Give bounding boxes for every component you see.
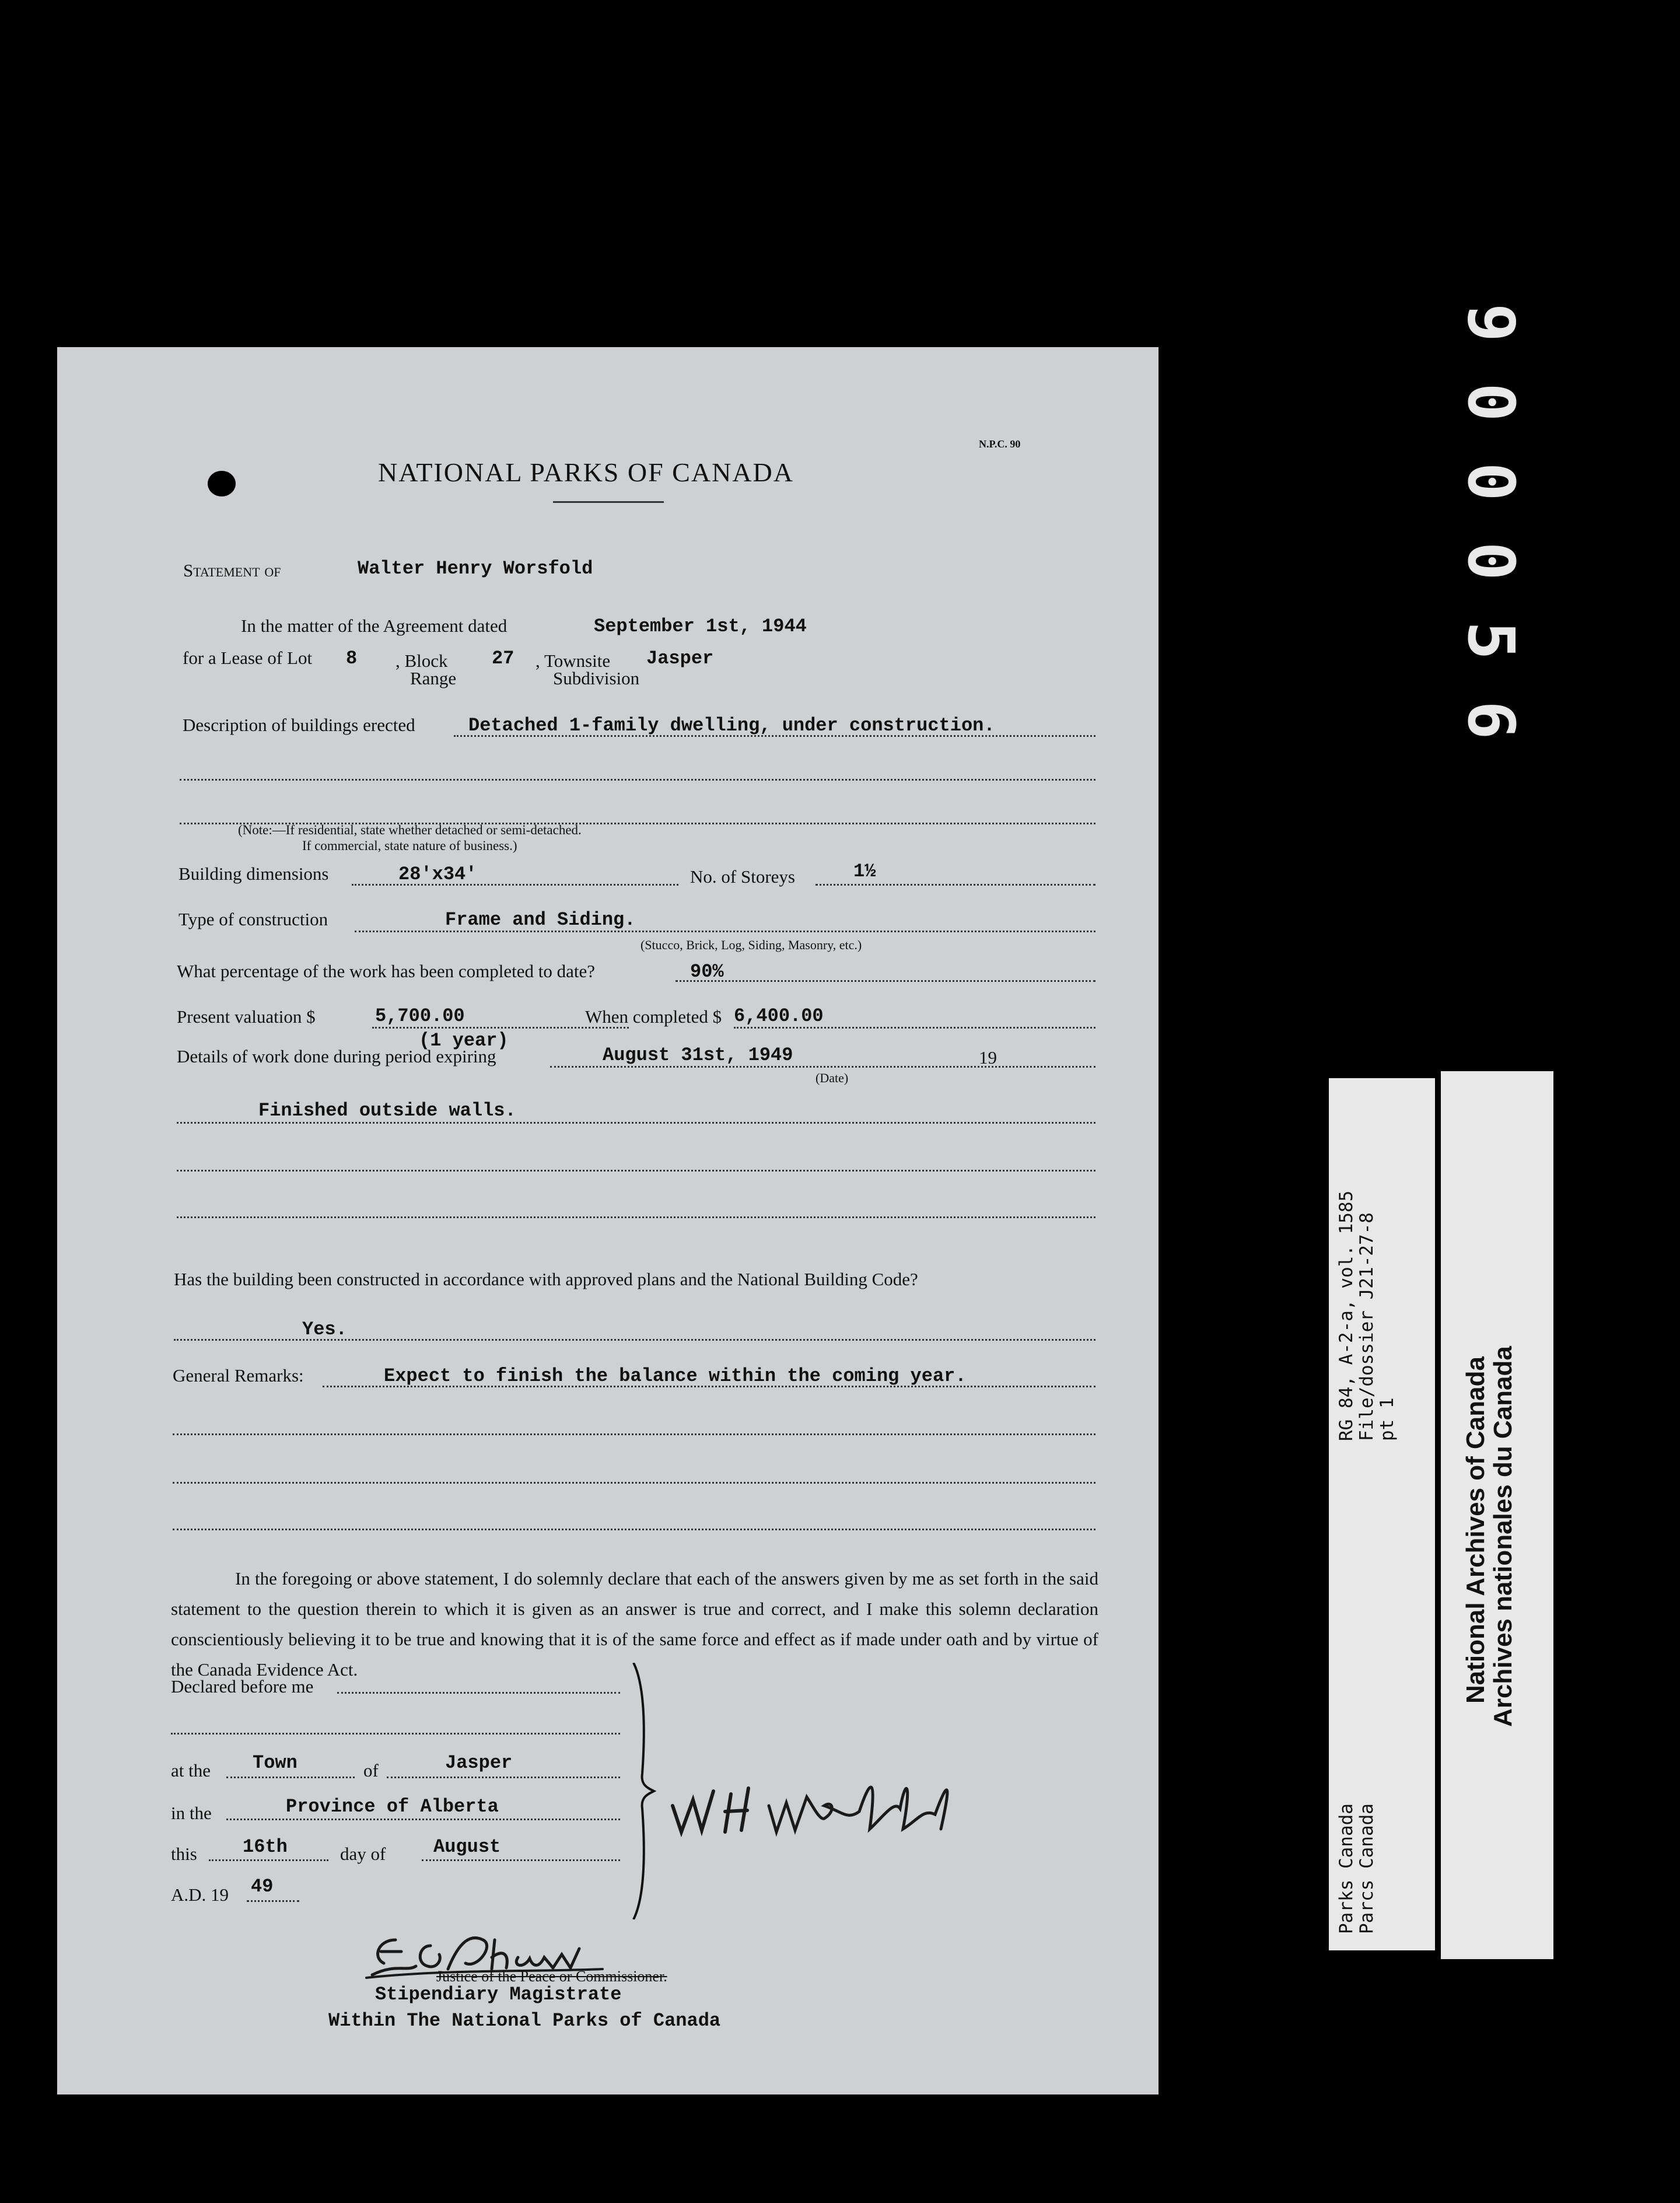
percentage-label: What percentage of the work has been completed to date?: [177, 961, 595, 981]
townsite-label: , Townsite: [536, 651, 611, 671]
at-label: at the: [171, 1760, 211, 1781]
range-label: Range: [410, 668, 457, 688]
struck-title: Justice of the Peace or Commissioner.: [436, 1968, 667, 1985]
statement-label: Statement of: [183, 560, 281, 581]
in-value: Province of Alberta: [286, 1796, 499, 1817]
period-value: (1 year): [419, 1030, 509, 1051]
construction-hint: (Stucco, Brick, Log, Siding, Masonry, etc.): [640, 938, 862, 952]
construction-value: Frame and Siding.: [445, 909, 636, 931]
document-page: [57, 347, 1158, 2094]
month-value: August: [433, 1836, 501, 1858]
day-of-label: day of: [340, 1844, 386, 1864]
remarks-label-text: General Remarks:: [173, 1365, 304, 1386]
punch-hole: [208, 471, 236, 496]
in-label: in the: [171, 1803, 212, 1823]
of-label: of: [363, 1760, 379, 1781]
note-line-2: If commercial, state nature of business.): [302, 838, 517, 853]
agreement-label: In the matter of the Agreement dated: [241, 616, 508, 636]
declaration-brace: [628, 1663, 663, 1919]
block-value: 27: [492, 648, 514, 669]
declarant-signature: [667, 1765, 982, 1847]
description-label: Description of buildings erected: [183, 715, 415, 735]
storeys-value: 1½: [853, 861, 876, 882]
percentage-value: 90%: [690, 961, 724, 982]
declared-label: Declared before me: [171, 1676, 314, 1697]
construction-label: Type of construction: [178, 909, 328, 929]
completed-label: When completed $: [585, 1006, 722, 1027]
storeys-label: No. of Storeys: [690, 866, 795, 887]
ad-label: A.D. 19: [171, 1884, 229, 1905]
of-value: Jasper: [445, 1752, 513, 1774]
archive-reference-2: File/dossier J21-27-8: [1356, 1212, 1377, 1441]
work-date-hint: (Date): [816, 1071, 849, 1085]
completed-value: 6,400.00: [734, 1005, 824, 1027]
note-line-1: (Note:—If residential, state whether detached or semi-detached.: [238, 823, 582, 837]
lot-label: for a Lease of Lot: [183, 648, 313, 668]
archive-name-en: National Archives of Canada: [1461, 1356, 1490, 1704]
officer-title-2: Within The National Parks of Canada: [328, 2010, 721, 2031]
form-code: N.P.C. 90: [979, 438, 1021, 450]
subdivision-label: Subdivision: [553, 668, 640, 688]
valuation-label: Present valuation $: [177, 1006, 316, 1027]
code-answer: Yes.: [302, 1319, 347, 1340]
dimensions-value: 28'x34': [398, 863, 477, 885]
archive-name-fr: Archives nationales du Canada: [1489, 1346, 1517, 1727]
agreement-date: September 1st, 1944: [594, 616, 807, 637]
remarks-value: Expect to finish the balance within the coming year.: [384, 1365, 967, 1387]
day-value: 16th: [243, 1836, 288, 1858]
townsite-value: Jasper: [646, 648, 714, 669]
dimensions-label: Building dimensions: [178, 863, 329, 884]
declaration-text: In the foregoing or above statement, I do solemnly declare that each of the answers given by me as set forth in the said statement to the question therein to which it is given as an answer is true and correct, and I make this solemn declaration conscientiously believing it to be true and knowing that it is of the same force and effect as if made under oath and by virtue of the Canada Evidence Act.: [171, 1568, 1098, 1680]
statement-name: Walter Henry Worsfold: [358, 558, 593, 579]
this-label: this: [171, 1844, 197, 1864]
agency-name-fr: Parcs Canada: [1356, 1803, 1377, 1934]
work-detail: Finished outside walls.: [258, 1100, 516, 1121]
title-underline: [553, 501, 664, 503]
year-value: 49: [251, 1876, 274, 1897]
officer-title-1: Stipendiary Magistrate: [375, 1984, 622, 2005]
valuation-value: 5,700.00: [375, 1005, 465, 1027]
block-label: , Block: [396, 651, 448, 671]
agency-name-en: Parks Canada: [1336, 1803, 1357, 1934]
page-title: NATIONAL PARKS OF CANADA: [378, 457, 794, 487]
work-label: Details of work done during period expiring: [177, 1046, 496, 1066]
lot-value: 8: [346, 648, 358, 669]
work-date: August 31st, 1949: [603, 1044, 793, 1066]
description-value: Detached 1-family dwelling, under construction.: [468, 715, 995, 736]
code-question: Has the building been constructed in accordance with approved plans and the National Building Code?: [174, 1269, 918, 1289]
at-value: Town: [253, 1752, 298, 1774]
film-frame-number: 900056: [1454, 303, 1528, 781]
work-year-prefix: 19: [979, 1047, 997, 1068]
archive-reference-3: pt 1: [1377, 1397, 1398, 1441]
archive-reference-1: RG 84, A-2-a, vol. 1585: [1336, 1190, 1357, 1441]
